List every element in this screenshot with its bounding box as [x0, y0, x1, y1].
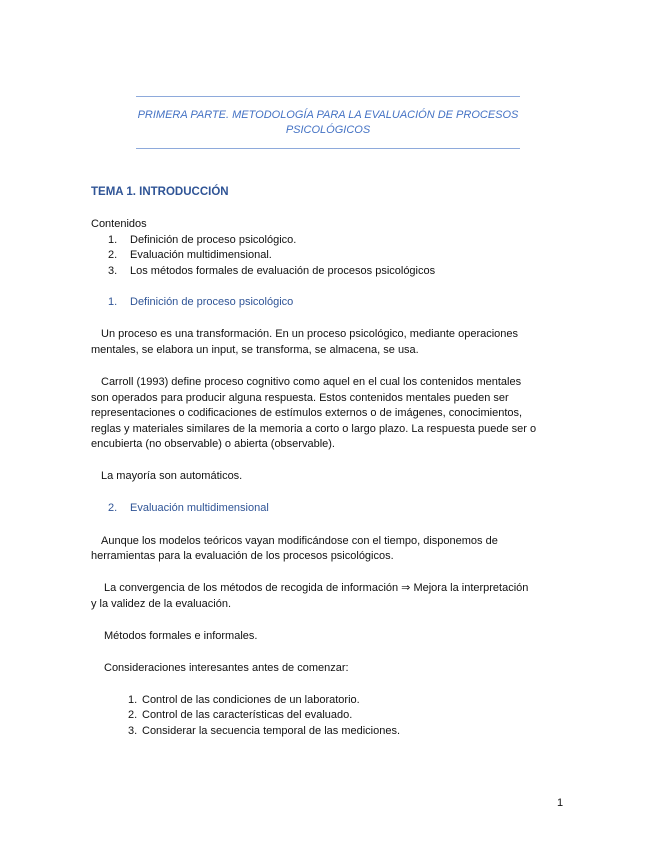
contents-item-number: 2.	[108, 249, 118, 261]
contents-label: Contenidos	[91, 218, 147, 230]
consideration-item-text: Considerar la secuencia temporal de las mediciones.	[142, 725, 401, 737]
paragraph-line: reglas y materiales similares de la memoria a corto o largo plazo. La respuesta puede ser o	[91, 423, 537, 435]
section-heading-text: Evaluación multidimensional	[130, 502, 269, 514]
paragraph-line: y la validez de la evaluación.	[91, 598, 232, 610]
consideration-item-text: Control de las condiciones de un laboratorio.	[142, 694, 360, 706]
contents-item	[108, 248, 272, 263]
paragraph-line: La mayoría son automáticos.	[101, 470, 243, 482]
contents-item	[108, 264, 435, 279]
part-title-top-rule	[136, 96, 520, 97]
paragraph-line: La convergencia de los métodos de recogida de información ⇒ Mejora la interpretación	[104, 582, 529, 594]
consideration-item	[128, 708, 352, 723]
section-heading-2	[108, 501, 269, 516]
consideration-item-number: 3.	[128, 725, 138, 737]
part-title: PRIMERA PARTE. METODOLOGÍA PARA LA EVALUACIÓN DE PROCESOS PSICOLÓGICOS	[137, 109, 519, 136]
paragraph-line: Métodos formales e informales.	[104, 630, 258, 642]
contents-item-number: 3.	[108, 265, 118, 277]
chapter-title: TEMA 1. INTRODUCCIÓN	[91, 186, 229, 198]
consideration-item-number: 1.	[128, 694, 138, 706]
section-heading-1	[108, 295, 293, 310]
section-heading-text: Definición de proceso psicológico	[130, 296, 294, 308]
paragraph-line: Un proceso es una transformación. En un proceso psicológico, mediante operaciones	[101, 328, 519, 340]
paragraph-line: Carroll (1993) define proceso cognitivo como aquel en el cual los contenidos mentales	[101, 376, 522, 388]
section-heading-number: 2.	[108, 502, 118, 514]
paragraph-line: Aunque los modelos teóricos vayan modificándose con el tiempo, disponemos de	[101, 535, 498, 547]
paragraph-line: mentales, se elabora un input, se transforma, se almacena, se usa.	[91, 344, 419, 356]
paragraph-line: representaciones o codificaciones de estímulos externos o de imágenes, conocimientos,	[91, 407, 523, 419]
paragraph-line: encubierta (no observable) o abierta (observable).	[91, 438, 335, 450]
paragraph-line: Consideraciones interesantes antes de comenzar:	[104, 662, 349, 674]
part-title-bottom-rule	[136, 148, 520, 149]
contents-item-text: Definición de proceso psicológico.	[130, 234, 297, 246]
contents-item-text: Los métodos formales de evaluación de procesos psicológicos	[130, 265, 436, 277]
page-number: 1	[557, 797, 564, 809]
paragraph-line: herramientas para la evaluación de los procesos psicológicos.	[91, 550, 394, 562]
consideration-item	[128, 724, 400, 739]
contents-item-text: Evaluación multidimensional.	[130, 249, 272, 261]
consideration-item	[128, 693, 360, 708]
contents-item	[108, 233, 296, 248]
consideration-item-text: Control de las características del evaluado.	[142, 709, 353, 721]
contents-item-number: 1.	[108, 234, 118, 246]
section-heading-number: 1.	[108, 296, 118, 308]
consideration-item-number: 2.	[128, 709, 138, 721]
paragraph-line: son operados para producir alguna respuesta. Estos contenidos mentales pueden ser	[91, 392, 509, 404]
